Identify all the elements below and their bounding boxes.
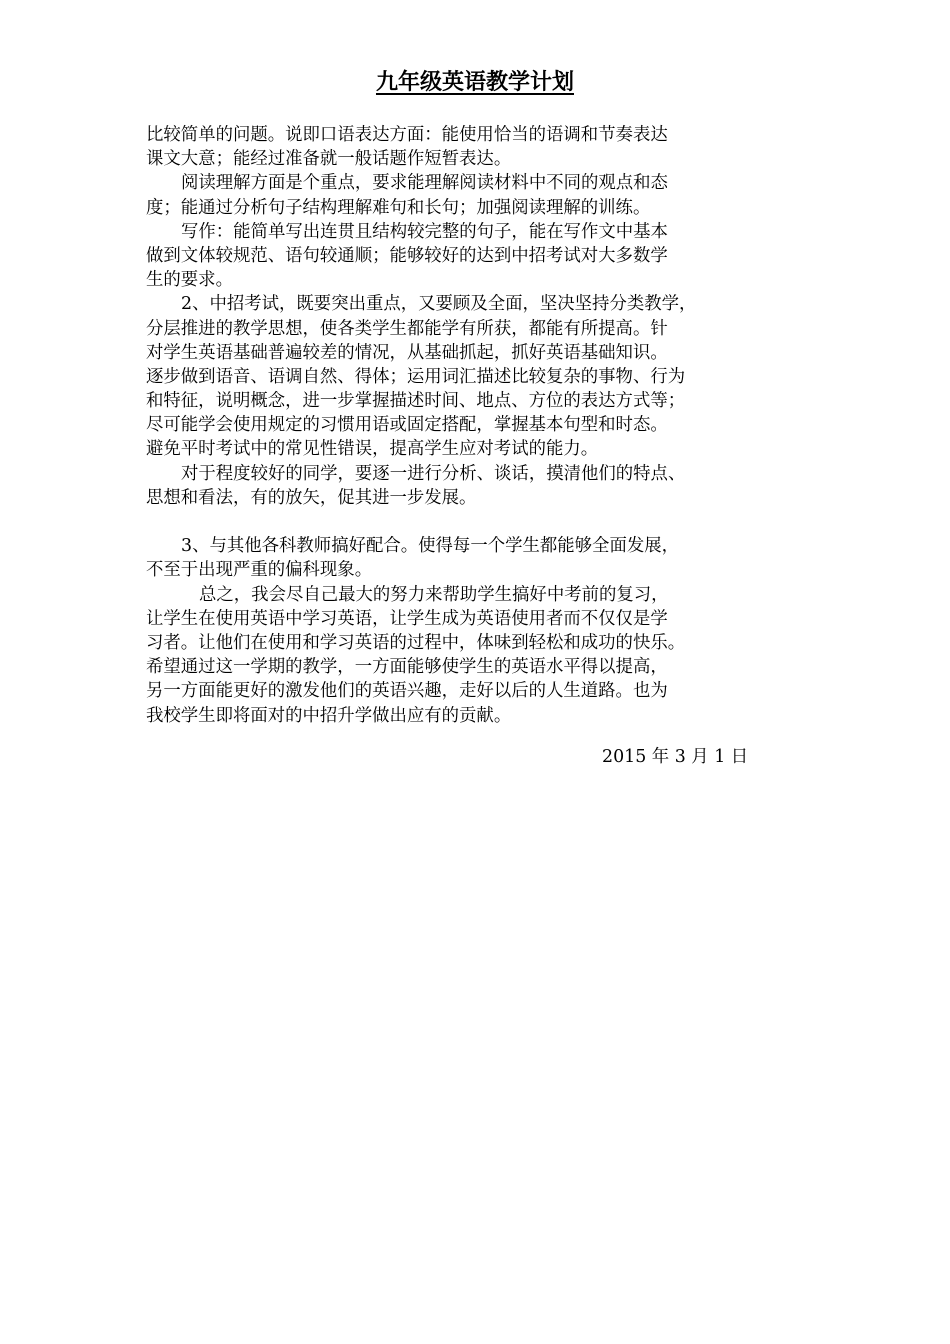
body-line: 我校学生即将面对的中招升学做出应有的贡献。 [146, 705, 512, 726]
document-title: 九年级英语教学计划 [375, 70, 574, 95]
body-line: 2、中招考试，既要突出重点，又要顾及全面，坚决坚持分类教学， [181, 294, 697, 315]
body-line: 对于程度较好的同学，要逐一进行分析、谈话，摸清他们的特点、 [181, 463, 686, 484]
body-line: 希望通过这一学期的教学，一方面能够使学生的英语水平得以提高， [146, 657, 668, 678]
body-line: 做到文体较规范、语句较通顺；能够较好的达到中招考试对大多数学 [146, 245, 668, 266]
body-line: 阅读理解方面是个重点，要求能理解阅读材料中不同的观点和态 [181, 173, 668, 194]
body-line: 另一方面能更好的激发他们的英语兴趣，走好以后的人生道路。也为 [146, 681, 668, 702]
body-line: 分层推进的教学思想，使各类学生都能学有所获，都能有所提高。针 [146, 318, 668, 339]
body-line: 和特征，说明概念，进一步掌握描述时间、地点、方位的表达方式等； [146, 391, 686, 412]
body-line: 让学生在使用英语中学习英语，让学生成为英语使用者而不仅仅是学 [146, 608, 668, 629]
body-line: 思想和看法，有的放矢，促其进一步发展。 [146, 487, 477, 508]
body-line: 避免平时考试中的常见性错误，提高学生应对考试的能力。 [146, 439, 599, 460]
body-line: 课文大意；能经过准备就一般话题作短暂表达。 [146, 149, 512, 170]
body-line: 不至于出现严重的偏科现象。 [146, 560, 373, 581]
body-line: 比较简单的问题。说即口语表达方面：能使用恰当的语调和节奏表达 [146, 125, 668, 145]
body-line: 度；能通过分析句子结构理解难句和长句；加强阅读理解的训练。 [146, 197, 651, 218]
blank-line [146, 510, 806, 534]
body-line: 生的要求。 [146, 270, 233, 291]
body-line: 尽可能学会使用规定的习惯用语或固定搭配，掌握基本句型和时态。 [146, 415, 668, 436]
body-line: 逐步做到语音、语调自然、得体；运用词汇描述比较复杂的事物、行为 [146, 366, 686, 387]
document-body [146, 123, 806, 728]
body-line: 对学生英语基础普遍较差的情况，从基础抓起，抓好英语基础知识。 [146, 342, 668, 363]
body-line: 总之，我会尽自己最大的努力来帮助学生搞好中考前的复习， [199, 584, 669, 605]
body-line: 写作：能简单写出连贯且结构较完整的句子，能在写作文中基本 [181, 221, 668, 242]
document-date: 2015 年 3 月 1 日 [602, 747, 749, 767]
body-line: 习者。让他们在使用和学习英语的过程中，体味到轻松和成功的快乐。 [146, 632, 686, 653]
body-line: 3、与其他各科教师搞好配合。使得每一个学生都能够全面发展， [181, 536, 680, 557]
